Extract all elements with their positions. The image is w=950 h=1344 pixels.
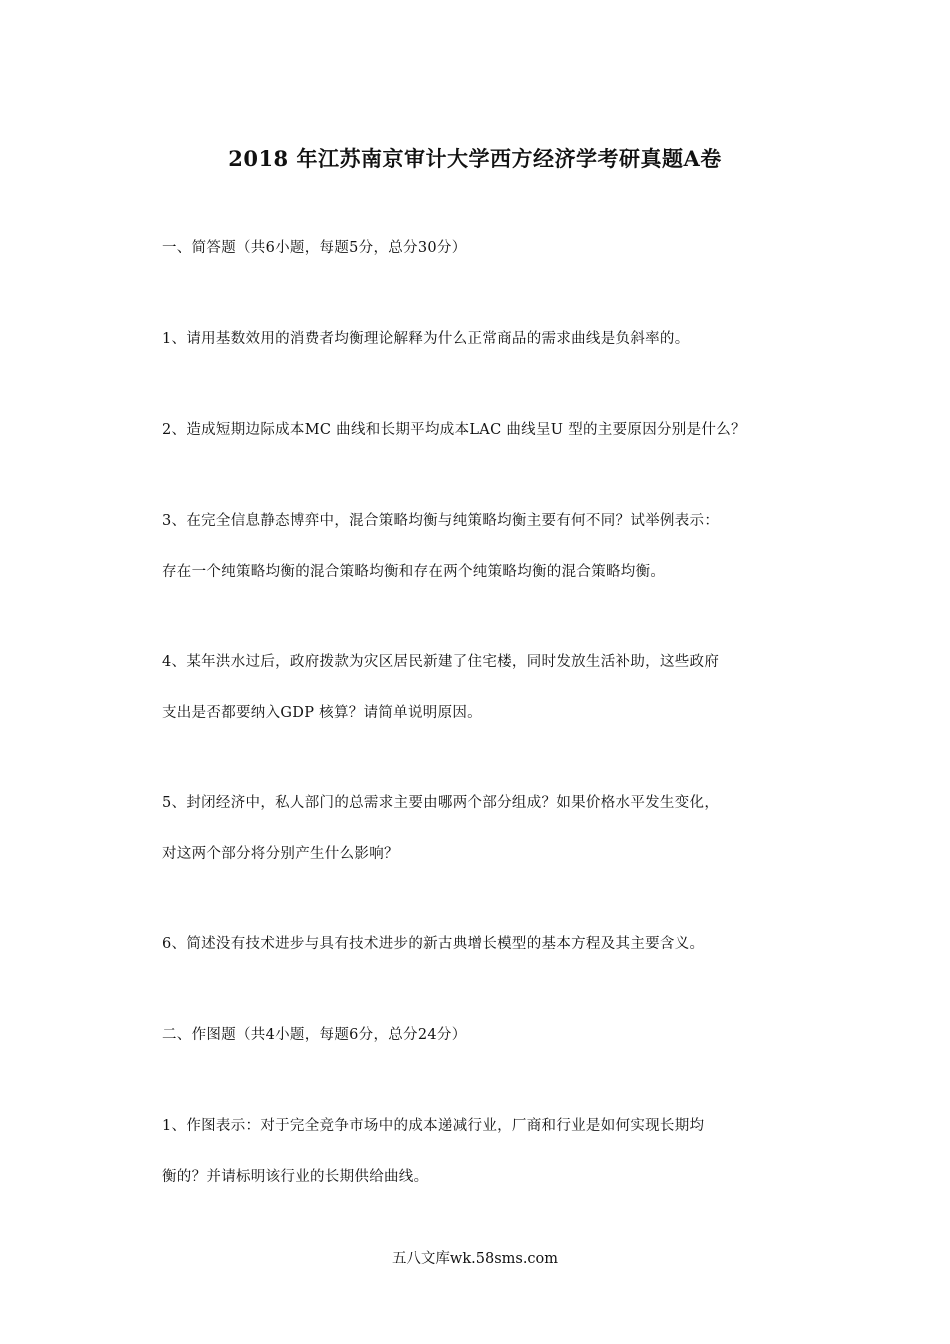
question-1-5-line-2: 对这两个部分将分别产生什么影响？ [162,846,399,862]
question-1-4-line-2: 支出是否都要纳入GDP 核算？请简单说明原因。 [162,705,482,721]
page-title: 2018 年江苏南京审计大学西方经济学考研真题A卷 [228,146,722,171]
question-1-2-line-1: 2、造成短期边际成本MC 曲线和长期平均成本LAC 曲线呈U 型的主要原因分别是什么？ [162,422,746,438]
question-1-5-line-1: 5、封闭经济中，私人部门的总需求主要由哪两个部分组成？如果价格水平发生变化， [162,795,720,811]
question-2-1-line-1: 1、作图表示：对于完全竞争市场中的成本递减行业，厂商和行业是如何实现长期均 [162,1118,705,1134]
question-1-1-line-1: 1、请用基数效用的消费者均衡理论解释为什么正常商品的需求曲线是负斜率的。 [162,331,690,347]
section-1-heading: 一、简答题（共6小题，每题5分，总分30分） [162,240,467,256]
question-1-3-line-1: 3、在完全信息静态博弈中，混合策略均衡与纯策略均衡主要有何不同？试举例表示： [162,513,720,529]
question-1-6-line-1: 6、简述没有技术进步与具有技术进步的新古典增长模型的基本方程及其主要含义。 [162,936,705,952]
footer-watermark: 五八文库wk.58sms.com [391,1251,559,1267]
question-2-1-line-2: 衡的？并请标明该行业的长期供给曲线。 [162,1169,429,1185]
section-2-heading: 二、作图题（共4小题，每题6分，总分24分） [162,1027,467,1043]
question-1-3-line-2: 存在一个纯策略均衡的混合策略均衡和存在两个纯策略均衡的混合策略均衡。 [162,564,666,580]
question-1-4-line-1: 4、某年洪水过后，政府拨款为灾区居民新建了住宅楼，同时发放生活补助，这些政府 [162,654,720,670]
